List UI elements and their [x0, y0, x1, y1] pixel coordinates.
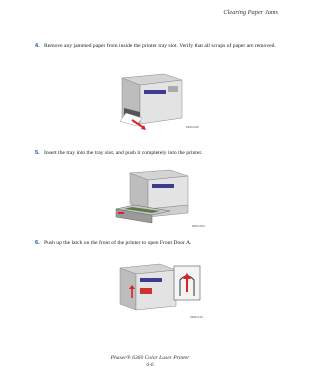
- footer-page-number: 6-6: [146, 362, 154, 368]
- figure-code: 6360-009: [186, 125, 199, 129]
- figure-code: 6360-016: [190, 315, 203, 319]
- step-4: [36, 43, 276, 50]
- running-header: Clearing Paper Jams: [223, 9, 278, 16]
- step-6: [36, 240, 276, 247]
- printer-front-door-latch-illustration: [110, 258, 206, 324]
- footer-product: Phaser® 6360 Color Laser Printer: [110, 355, 190, 361]
- footer: [0, 355, 300, 368]
- step-number: 4.: [35, 43, 40, 49]
- step-5: [36, 150, 276, 157]
- figure-code: 6360-054: [192, 224, 205, 228]
- printer-tray-insert-illustration: [112, 165, 207, 233]
- step-number: 5.: [35, 150, 40, 156]
- step-text: Insert the tray into the tray slot, and push it completely into the printer.: [44, 150, 203, 156]
- step-text: Push up the latch on the front of the printer to open Front Door A.: [44, 240, 192, 246]
- step-text: Remove any jammed paper from inside the printer tray slot. Verify that all scraps of paper are removed.: [44, 43, 276, 49]
- step-number: 6.: [35, 240, 40, 246]
- printer-jam-removal-illustration: [110, 66, 200, 136]
